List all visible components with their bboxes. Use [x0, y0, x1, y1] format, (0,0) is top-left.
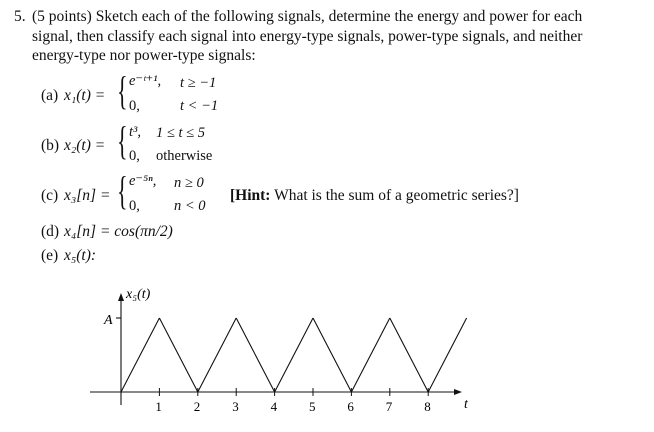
part-a-case1-cond: t ≥ −1: [180, 75, 217, 91]
y-axis-arrow: [118, 293, 124, 301]
waveform-segment-0-16: [428, 318, 466, 392]
part-b-label: (b): [41, 137, 60, 154]
waveform-segment-0-12: [351, 318, 389, 392]
part-a-brace: {: [117, 68, 128, 113]
x-tick-label-1: 1: [155, 399, 162, 414]
x-tick-label-3: 3: [232, 399, 239, 414]
x-tick-label-5: 5: [309, 399, 316, 414]
part-b-case2-cond: otherwise: [156, 148, 213, 164]
part-b-case1-expr: t³,: [129, 124, 142, 140]
part-d-label: (d): [41, 223, 60, 240]
waveform-segment-0-8: [275, 318, 313, 392]
part-d-expr: x₄[n] = cos(πn/2): [64, 223, 173, 240]
part-a-case2-expr: 0,: [129, 98, 140, 114]
problem-intro-line-3: energy-type nor power-type signals:: [32, 47, 256, 64]
x-tick-label-4: 4: [270, 399, 278, 414]
part-b-lhs: x₂(t) =: [64, 137, 106, 154]
part-a-lhs: x₁(t) =: [64, 87, 106, 104]
waveform: [121, 318, 467, 392]
x-tick-label-6: 6: [347, 399, 354, 414]
y-axis-label: A: [104, 313, 113, 328]
x-axis-label: t: [464, 397, 468, 412]
x-axis-arrow: [454, 389, 462, 395]
part-b-case1-cond: 1 ≤ t ≤ 5: [156, 125, 205, 141]
intro-text-1: Sketch each of the following signals, determine the energy and power for each: [95, 8, 583, 25]
x-tick-label-7: 7: [385, 399, 393, 414]
waveform-segment-0-4: [198, 318, 236, 392]
waveform-segment-0-10: [313, 318, 351, 392]
x-tick-label-2: 2: [193, 399, 201, 414]
problem-number: 5.: [14, 8, 26, 25]
part-c-case1-expr: e⁻⁵ⁿ,: [129, 173, 157, 189]
part-a-case2-cond: t < −1: [180, 98, 219, 114]
part-c-label: (c): [41, 187, 59, 204]
problem-points: (5 points): [32, 8, 92, 25]
problem-intro-line-2: signal, then classify each signal into energy-type signals, power-type signals, and neither: [32, 27, 583, 45]
part-c-brace: {: [117, 168, 128, 213]
waveform-segment-0-2: [159, 318, 197, 392]
part-c-case2-cond: n < 0: [174, 198, 206, 214]
plot-title: x₅(t): [126, 287, 151, 302]
waveform-segment-0-6: [236, 318, 274, 392]
part-c-lhs: x₃[n] =: [64, 187, 111, 204]
waveform-segment-0-14: [390, 318, 428, 392]
hint-text: What is the sum of a geometric series?]: [270, 187, 519, 204]
x-tick-label-8: 8: [424, 399, 431, 414]
part-a-case1-expr: e⁻ᵗ⁺¹,: [129, 73, 162, 89]
part-a-label: (a): [41, 87, 59, 104]
hint-label: [Hint:: [230, 187, 271, 204]
part-c-case1-cond: n ≥ 0: [174, 175, 204, 191]
part-e-expr: x₅(t):: [64, 247, 97, 264]
part-b-brace: {: [117, 118, 128, 163]
waveform-segment-0-0: [121, 318, 159, 392]
part-e-label: (e): [41, 247, 59, 264]
part-c-case2-expr: 0,: [129, 198, 140, 214]
part-b-case2-expr: 0,: [129, 148, 140, 164]
